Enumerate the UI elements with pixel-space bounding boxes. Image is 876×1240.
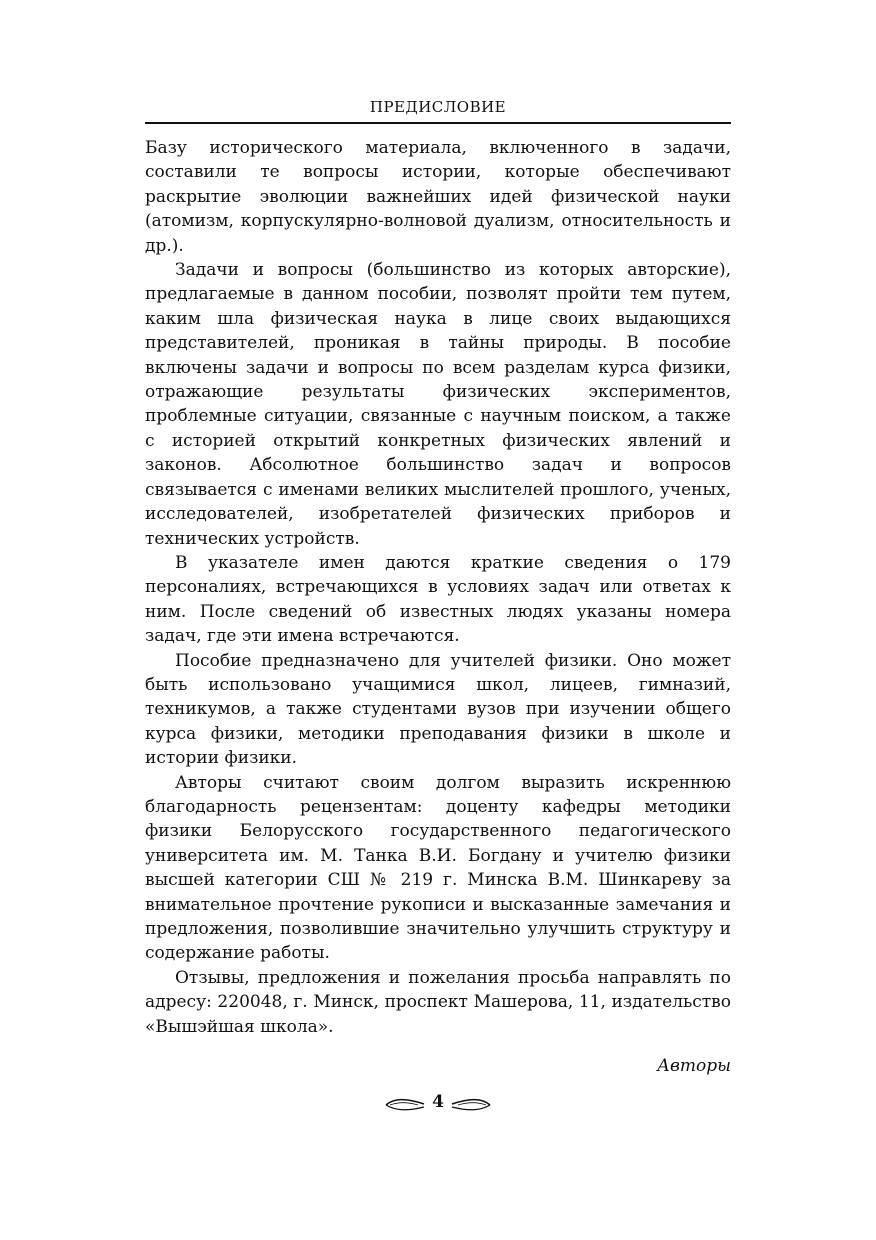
paragraph-4: Пособие предназначено для учителей физики. Оно может быть использовано учащимися школ, лицеев, гимназий, техникумов, а также студентами вузов при изучении общего курса физики, методики преподавания физики в школе и истории физики. [145,650,731,769]
header-rule [145,122,731,124]
page-number: 4 [432,1092,444,1112]
paragraph-3: В указателе имен даются краткие сведения о 179 персоналиях, встречающихся в условиях задач или ответах к ним. После сведений об известных людях указаны номера задач, где эти имена встречаются. [145,552,731,647]
paragraph-1: Базу исторического материала, включенного в задачи, составили те вопросы истории, которые обеспечивают раскрытие эволюции важнейших идей физической науки (атомизм, корпускулярно-волновой дуализм, относительность и др.). [145,138,731,256]
paragraph-5: Авторы считают своим долгом выразить искреннюю благодарность рецензентам: доценту кафедры методики физики Белорусского государственного педагогического университета им. М. Танка В.И. Богдану и учителю физики высшей категории СШ № 219 г. Минска В.М. Шинкареву за внимательное прочтение рукописи и высказанные замечания и предложения, позволившие значительно улучшить структуру и содержание работы. [145,772,731,964]
paragraph-6: Отзывы, предложения и пожелания просьба направлять по адресу: 220048, г. Минск, проспект Машерова, 11, издательство «Вышэйшая школа». [145,967,731,1037]
signature: Авторы [657,1056,731,1076]
right-ornament-icon [450,1096,492,1114]
paragraph-2: Задачи и вопросы (большинство из которых авторские), предлагаемые в данном пособии, позволят пройти тем путем, каким шла физическая наука в лице своих выдающихся представителей, проникая в тайны природы. В пособие включены задачи и вопросы по всем разделам курса физики, отражающие результаты физических экспериментов, проблемные ситуации, связанные с научным поиском, а также с историей открытий конкретных физических явлений и законов. Абсолютное большинство задач и вопросов связывается с именами великих мыслителей прошлого, ученых, исследователей, изобретателей физических приборов и технических устройств. [145,260,731,549]
page-footer [0,1088,876,1118]
body-text [145,136,731,1039]
running-head: ПРЕДИСЛОВИЕ [369,98,507,116]
